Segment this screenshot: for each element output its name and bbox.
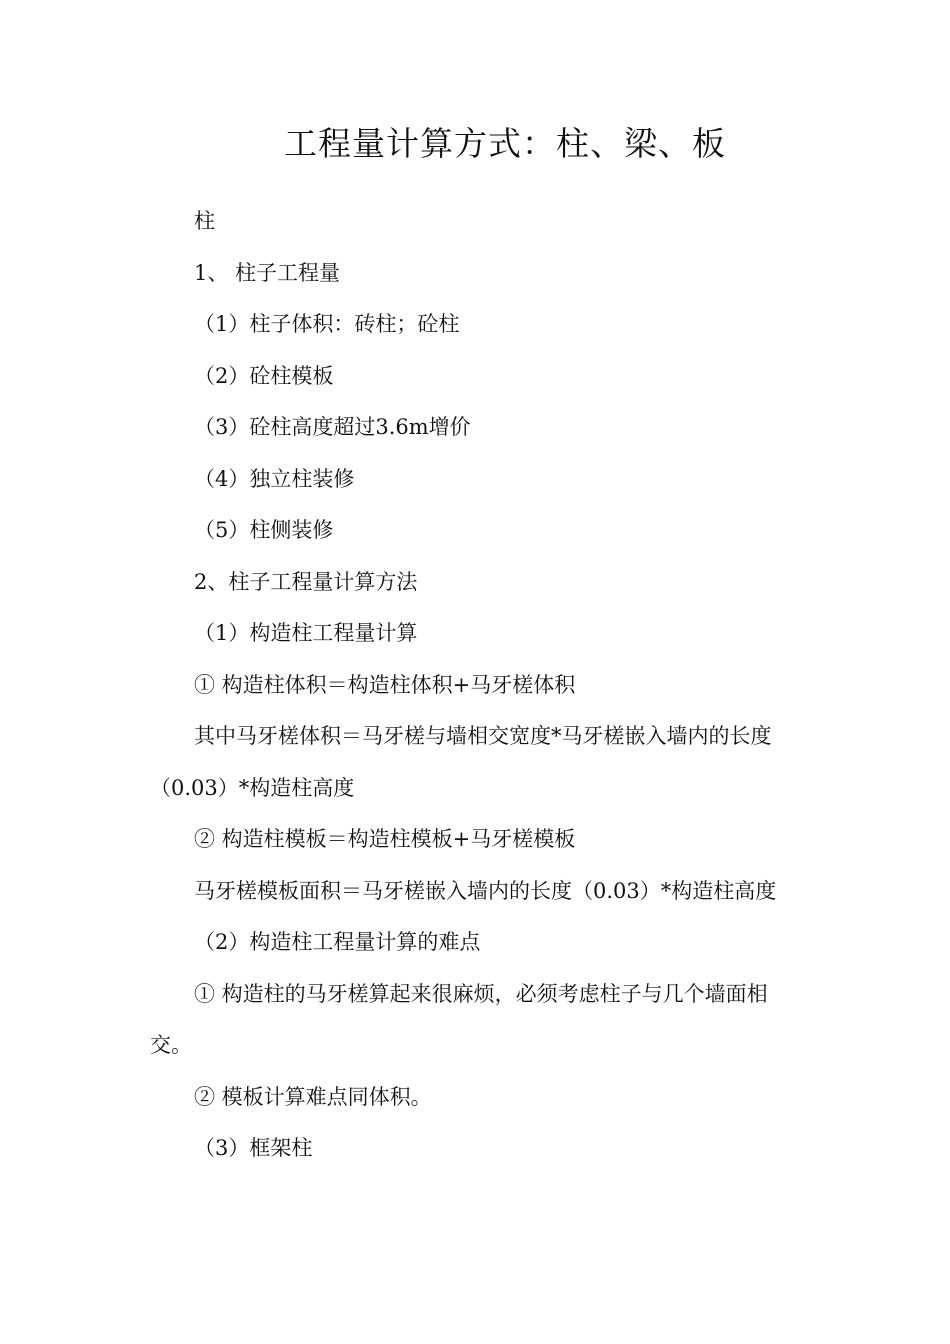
paragraph-item: （5）柱侧装修 bbox=[194, 518, 334, 542]
paragraph-item: （3）砼柱高度超过3.6m增价 bbox=[194, 415, 471, 439]
paragraph-item: （2）砼柱模板 bbox=[194, 363, 334, 388]
paragraph-section-heading: 柱 bbox=[194, 209, 215, 233]
paragraph-formula-detail: 其中马牙槎体积＝马牙槎与墙相交宽度*马牙槎嵌入墙内的长度（0.03）*构造柱高度 bbox=[150, 724, 772, 800]
paragraph-subheading: （3）框架柱 bbox=[194, 1136, 313, 1160]
document-title: 工程量计算方式：柱、梁、板 bbox=[284, 124, 726, 163]
paragraph-formula-detail: 马牙槎模板面积＝马牙槎嵌入墙内的长度（0.03）*构造柱高度 bbox=[194, 878, 777, 903]
document-body bbox=[150, 196, 800, 1175]
paragraph-formula: ② 构造柱模板＝构造柱模板+马牙槎模板 bbox=[194, 827, 576, 851]
paragraph-heading-1: 1、 柱子工程量 bbox=[194, 260, 341, 285]
paragraph-note: ① 构造柱的马牙槎算起来很麻烦，必须考虑柱子与几个墙面相交。 bbox=[150, 981, 768, 1057]
paragraph-heading-2: 2、柱子工程量计算方法 bbox=[194, 569, 418, 594]
paragraph-formula: ① 构造柱体积＝构造柱体积+马牙槎体积 bbox=[194, 672, 576, 697]
paragraph-note: ② 模板计算难点同体积。 bbox=[194, 1084, 432, 1109]
paragraph-subheading: （1）构造柱工程量计算 bbox=[194, 621, 418, 645]
paragraph-item: （4）独立柱装修 bbox=[194, 466, 355, 491]
paragraph-item: （1）柱子体积：砖柱；砼柱 bbox=[194, 312, 460, 336]
paragraph-subheading: （2）构造柱工程量计算的难点 bbox=[194, 930, 481, 954]
